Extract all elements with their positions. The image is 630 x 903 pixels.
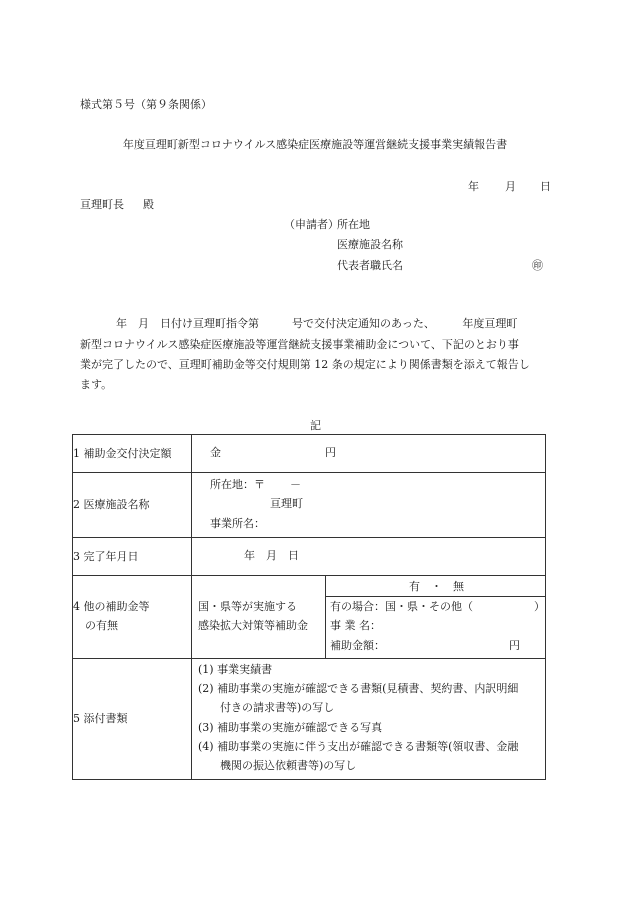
row4-right (326, 576, 546, 659)
row4-middle-line2: 感染拡大対策等補助金 (198, 619, 308, 632)
date-year: 年 (468, 180, 479, 193)
table-row (73, 659, 546, 780)
report-table (72, 434, 546, 780)
row4-amount-label: 補助金額： (330, 639, 385, 652)
body-line-2: 新型コロナウイルス感染症医療施設等運営継続支援事業補助金について、下記のとおり事 (80, 338, 519, 351)
row4-middle (192, 576, 326, 659)
attachment-item: 付きの請求書等)の写し (220, 701, 335, 714)
attachment-item: (1) 事業実績書 (198, 663, 273, 676)
body-line-3: 業が完了したので、亘理町補助金等交付規則第 12 条の規定により関係書類を添えて報告し (80, 358, 530, 371)
document-title: 年度亘理町新型コロナウイルス感染症医療施設等運営継続支援事業実績報告書 (122, 138, 508, 151)
table-row (73, 576, 546, 659)
row2-dash: － (290, 478, 301, 491)
row4-middle-line1: 国・県等が実施する (198, 600, 297, 613)
attachment-item: 機関の振込依頼書等)の写し (220, 759, 357, 772)
ki-heading: 記 (310, 419, 321, 432)
applicant-address-label: 所在地 (337, 218, 370, 231)
applicant-facility-label: 医療施設名称 (337, 238, 403, 251)
row1-value (192, 435, 546, 473)
attachment-item: (3) 補助事業の実施が確認できる写真 (198, 721, 383, 734)
addressee-honorific: 殿 (143, 198, 154, 211)
row2-label: 2 医療施設名称 (73, 473, 192, 538)
addressee-name: 亘理町長 (80, 198, 124, 211)
table-row (73, 435, 546, 473)
row5-value (192, 659, 546, 780)
row4-label-line1: 4 他の補助金等 (73, 600, 150, 613)
row4-project-name: 事 業 名： (330, 619, 381, 632)
row3-date: 年 月 日 (244, 549, 299, 562)
row1-en: 円 (325, 446, 336, 459)
attachment-item: (4) 補助事業の実施に伴う支出が確認できる書類等(領収書、金融 (198, 740, 519, 753)
applicant-label: （申請者） (284, 218, 339, 231)
date-month: 月 (505, 180, 516, 193)
row3-value (192, 538, 546, 576)
form-number: 様式第５号（第９条関係） (80, 98, 212, 111)
row4-yes-no: 有 ・ 無 (409, 580, 464, 593)
row1-kin: 金 (210, 446, 221, 459)
row1-label: 1 補助金交付決定額 (73, 435, 192, 473)
row4-if-yes: 有の場合：国・県・その他（ (330, 600, 473, 613)
row4-label (73, 576, 192, 659)
row2-office-label: 事業所名： (210, 517, 265, 530)
date-day: 日 (540, 180, 551, 193)
seal-mark: ㊞ (532, 259, 543, 272)
row4-label-line2: の有無 (85, 619, 118, 632)
row2-town: 亘理町 (270, 497, 303, 510)
row2-value (192, 473, 546, 538)
body-line-1: 年 月 日付け亘理町指令第 号で交付決定通知のあった、 年度亘理町 (116, 317, 518, 330)
applicant-representative-label: 代表者職氏名 (337, 259, 403, 272)
body-line-4: ます。 (80, 378, 113, 391)
row5-label: 5 添付書類 (73, 659, 192, 780)
table-row (73, 538, 546, 576)
table-row (73, 473, 546, 538)
attachment-item: (2) 補助事業の実施が確認できる書類(見積書、契約書、内訳明細 (198, 682, 519, 695)
row4-amount-unit: 円 (509, 639, 520, 652)
row2-address-label: 所在地：〒 (210, 478, 265, 491)
row3-label: 3 完了年月日 (73, 538, 192, 576)
row4-if-yes-close: ） (534, 600, 545, 613)
